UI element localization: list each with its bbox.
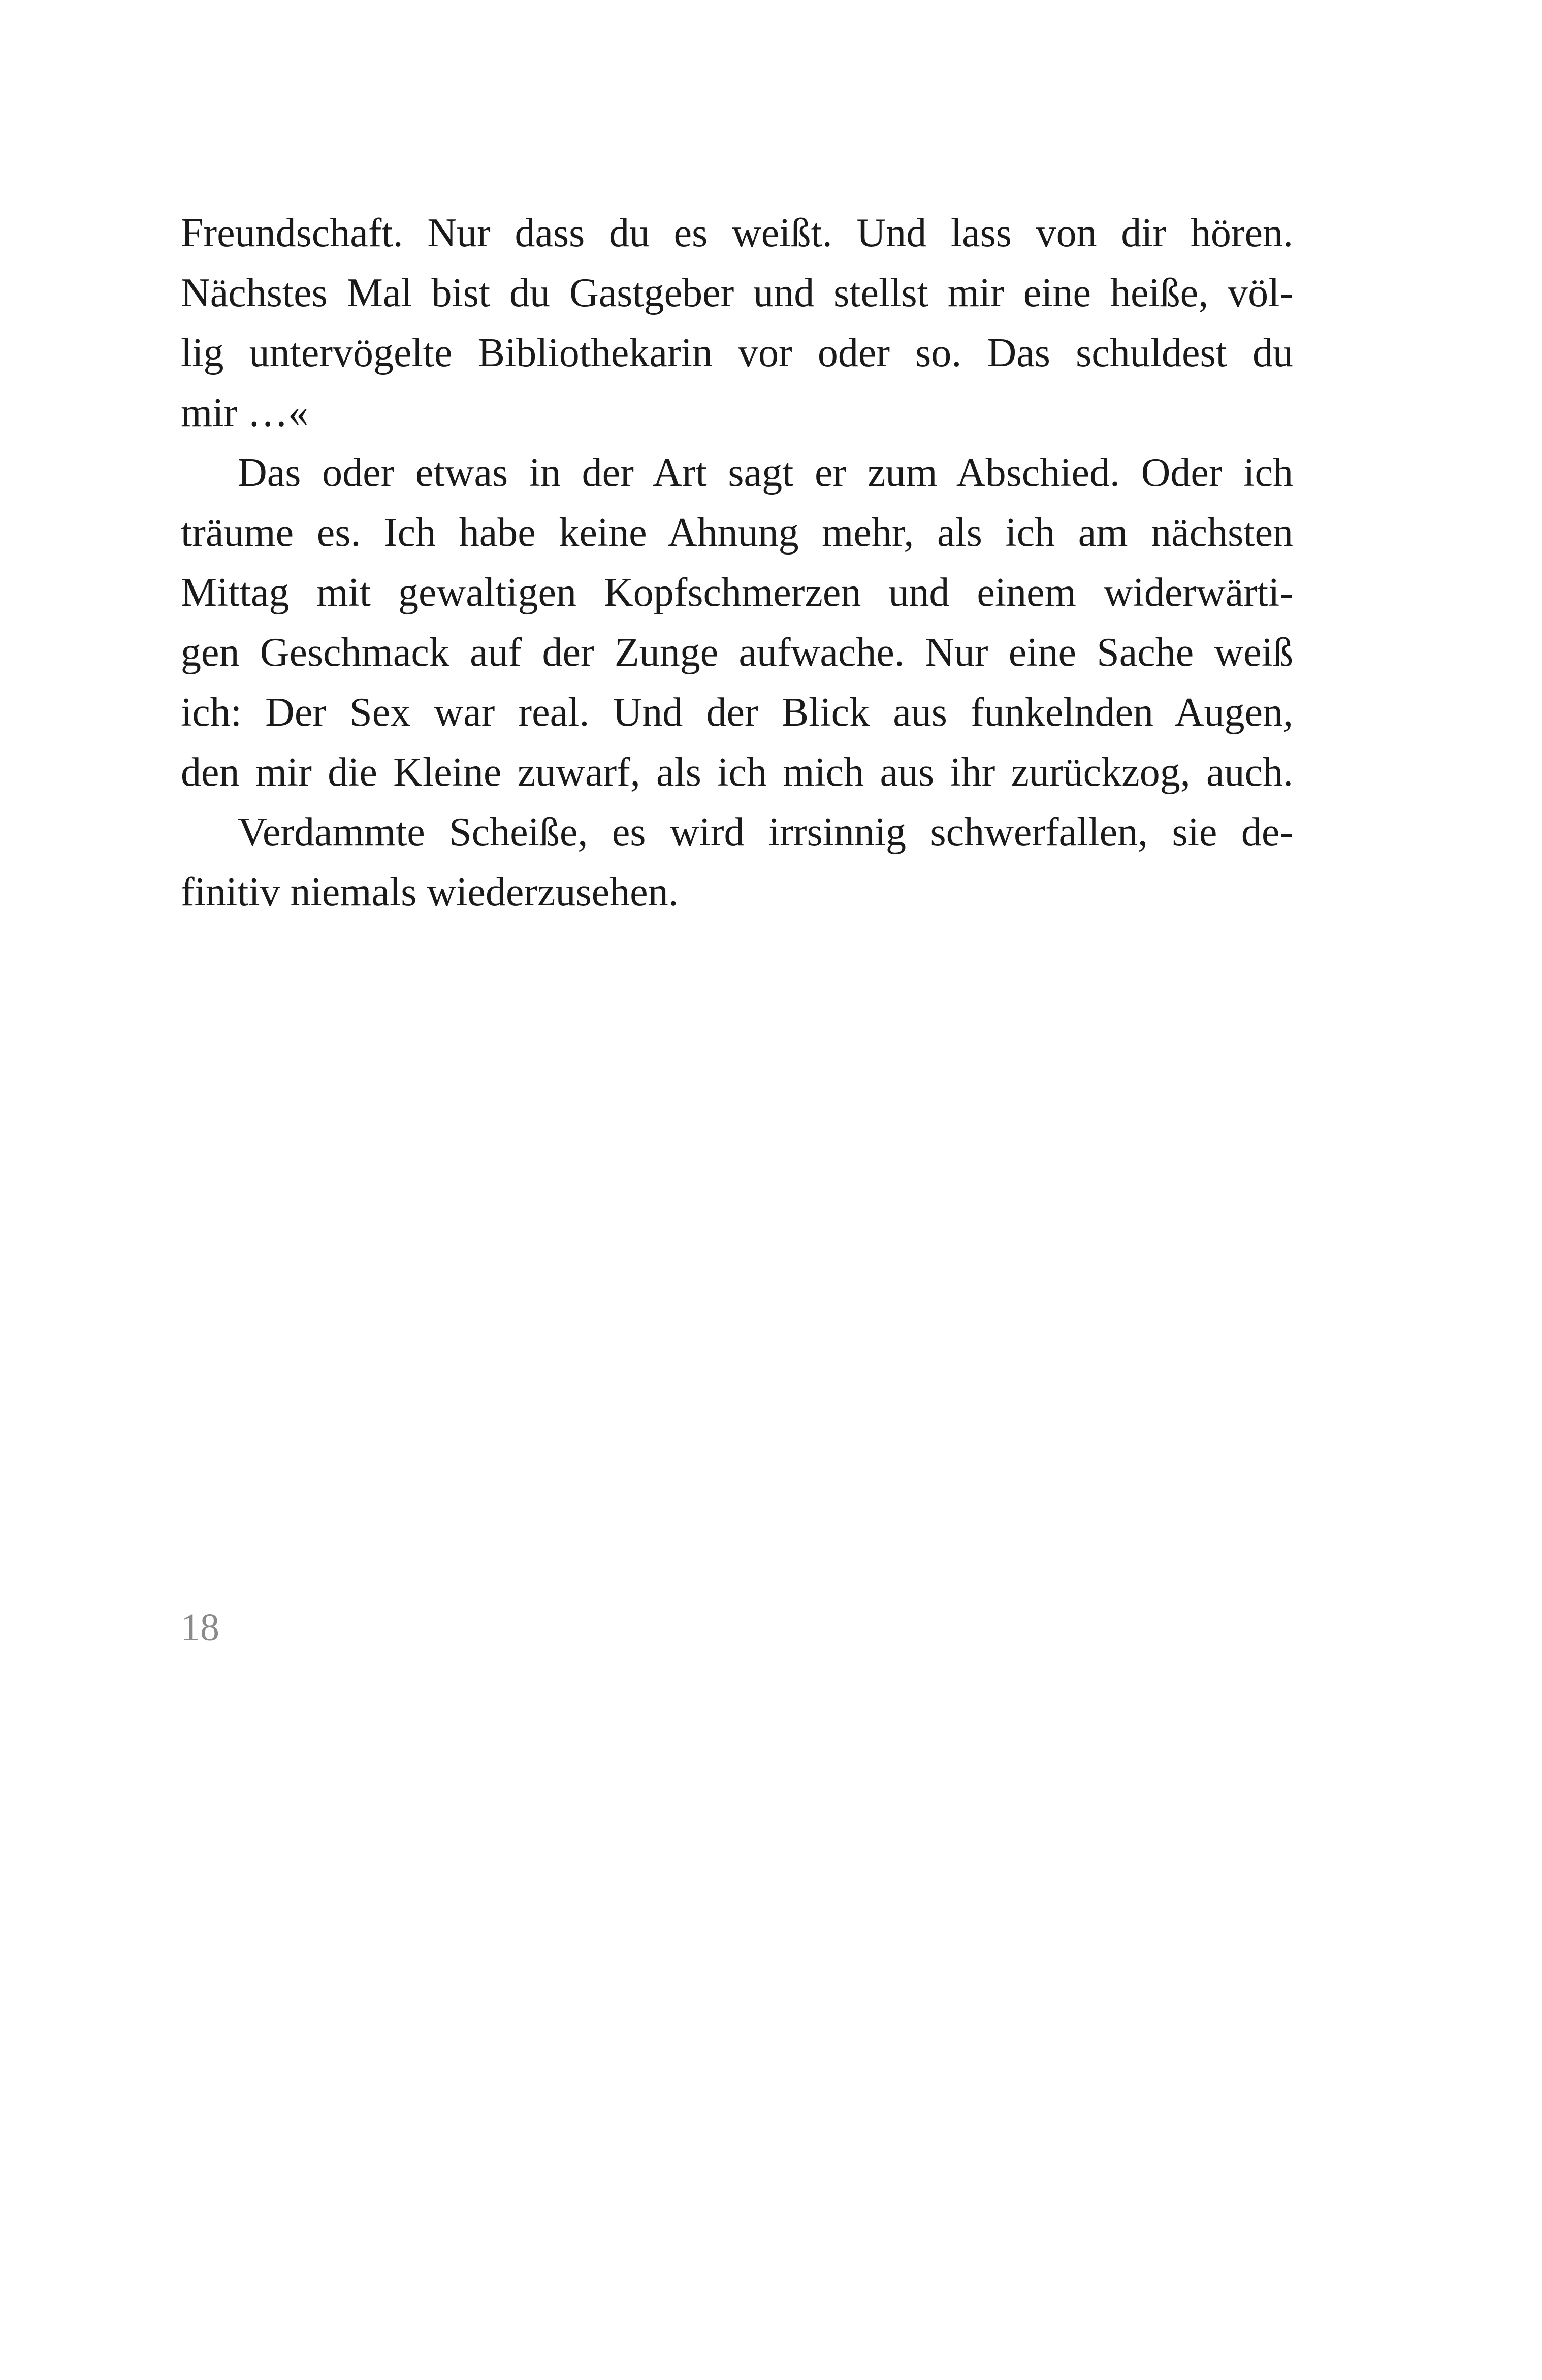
text-line: den mir die Kleine zuwarf, als ich mich aus ihr zurückzog, auch. (181, 750, 1293, 795)
text-line: finitiv niemals wiederzusehen. (181, 870, 679, 915)
body-text (181, 203, 1293, 922)
text-line: gen Geschmack auf der Zunge aufwache. Nur eine Sache weiß (181, 630, 1293, 675)
text-line: ich: Der Sex war real. Und der Blick aus funkelnden Augen, (181, 690, 1293, 735)
page-number: 18 (181, 1606, 219, 1649)
paragraph-2 (181, 443, 1293, 802)
text-line: träume es. Ich habe keine Ahnung mehr, als ich am nächsten (181, 510, 1293, 555)
text-line: Das oder etwas in der Art sagt er zum Abschied. Oder ich (238, 450, 1293, 495)
text-line: lig untervögelte Bibliothekarin vor oder so. Das schuldest du (181, 331, 1293, 375)
text-line: Freundschaft. Nur dass du es weißt. Und lass von dir hören. (181, 211, 1293, 255)
text-line: Verdammte Scheiße, es wird irrsinnig schwerfallen, sie de- (238, 810, 1293, 855)
paragraph-1 (181, 203, 1293, 443)
text-line: Mittag mit gewaltigen Kopfschmerzen und einem widerwärti- (181, 570, 1293, 615)
text-line: Nächstes Mal bist du Gastgeber und stellst mir eine heiße, völ- (181, 271, 1293, 315)
text-line: mir …« (181, 390, 309, 435)
paragraph-3 (181, 802, 1293, 922)
